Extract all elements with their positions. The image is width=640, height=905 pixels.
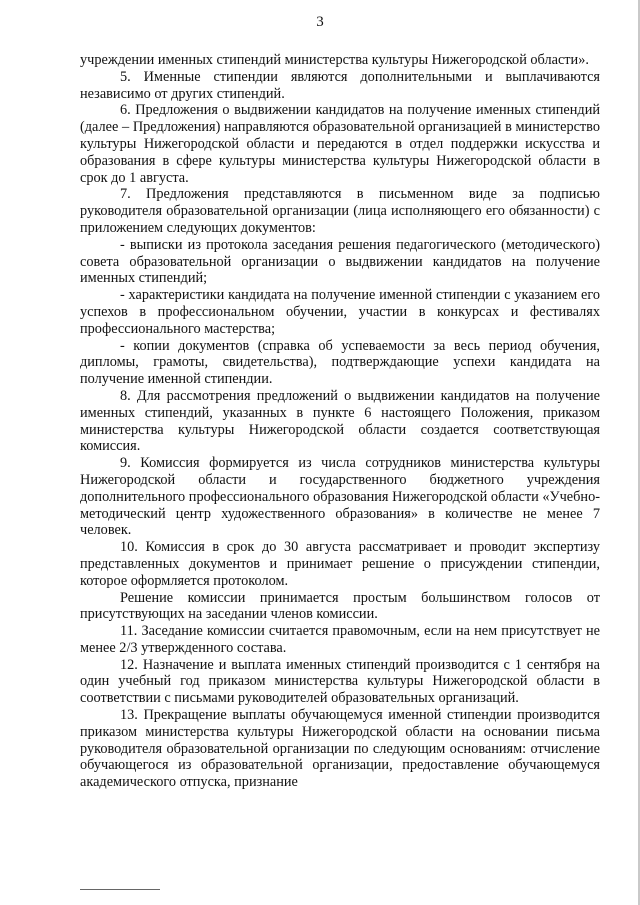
paragraph-item-13: 13. Прекращение выплаты обучающемуся именной стипендии производится приказом министерства культуры Нижегородской области на основании письма руководителя образовательной организации по следующим основаниям: отчисление обучающегося из образовательной организации, предоставление обучающемуся академического отпуска, признание <box>80 707 600 791</box>
page-number: 3 <box>316 14 324 30</box>
footnote-rule <box>80 889 160 890</box>
paragraph-item-12: 12. Назначение и выплата именных стипендий производится с 1 сентября на один учебный год приказом министерства культуры Нижегородской области в соответствии с письмами руководителей образовательных организаций. <box>80 656 600 707</box>
paragraph-item-10: 10. Комиссия в срок до 30 августа рассматривает и проводит экспертизу представленных документов и принимает решение о присуждении стипендии, которое оформляется протоколом. <box>80 539 600 589</box>
paragraph-continuation: учреждении именных стипендий министерства культуры Нижегородской области». <box>80 52 589 68</box>
paragraph-item-9: 9. Комиссия формируется из числа сотрудников министерства культуры Нижегородской области и государственного бюджетного учреждения дополнительного профессионального образования Нижегородской области «Учебно-методический центр художественного образования» в количестве не менее 7 человек. <box>80 455 600 539</box>
list-item-characteristics: - характеристики кандидата на получение именной стипендии с указанием его успехов в профессиональном обучении, участии в конкурсах и фестивалях профессионального мастерства; <box>80 287 600 337</box>
paragraph-item-8: 8. Для рассмотрения предложений о выдвижении кандидатов на получение именных стипендий, указанных в пункте 6 настоящего Положения, приказом министерства культуры Нижегородской области создается соответствующая комиссия. <box>80 387 600 455</box>
paragraph-item-7: 7. Предложения представляются в письменном виде за подписью руководителя образовательной организации (лица исполняющего его обязанности) с приложением следующих документов: <box>80 186 600 236</box>
paragraph-item-11: 11. Заседание комиссии считается правомочным, если на нем присутствует не менее 2/3 утвержденного состава. <box>80 623 600 656</box>
paragraph-decision: Решение комиссии принимается простым большинством голосов от присутствующих на заседании членов комиссии. <box>80 589 600 623</box>
list-item-protocol-extract: - выписки из протокола заседания решения педагогического (методического) совета образовательной организации о выдвижении кандидатов на получение именных стипендий; <box>80 236 600 287</box>
paragraph-item-6: 6. Предложения о выдвижении кандидатов на получение именных стипендий (далее – Предложения) направляются образовательной организацией в министерство культуры Нижегородской области и передаются в отдел поддержки искусства и образования в сфере культуры министерства культуры Нижегородской области в срок до 1 августа. <box>80 102 600 186</box>
list-item-document-copies: - копии документов (справка об успеваемости за весь период обучения, дипломы, грамоты, свидетельства), подтверждающие успехи кандидата на получение именной стипендии. <box>80 337 600 388</box>
paragraph-item-5: 5. Именные стипендии являются дополнительными и выплачиваются независимо от других стипендий. <box>80 68 600 102</box>
document-body <box>80 52 600 791</box>
